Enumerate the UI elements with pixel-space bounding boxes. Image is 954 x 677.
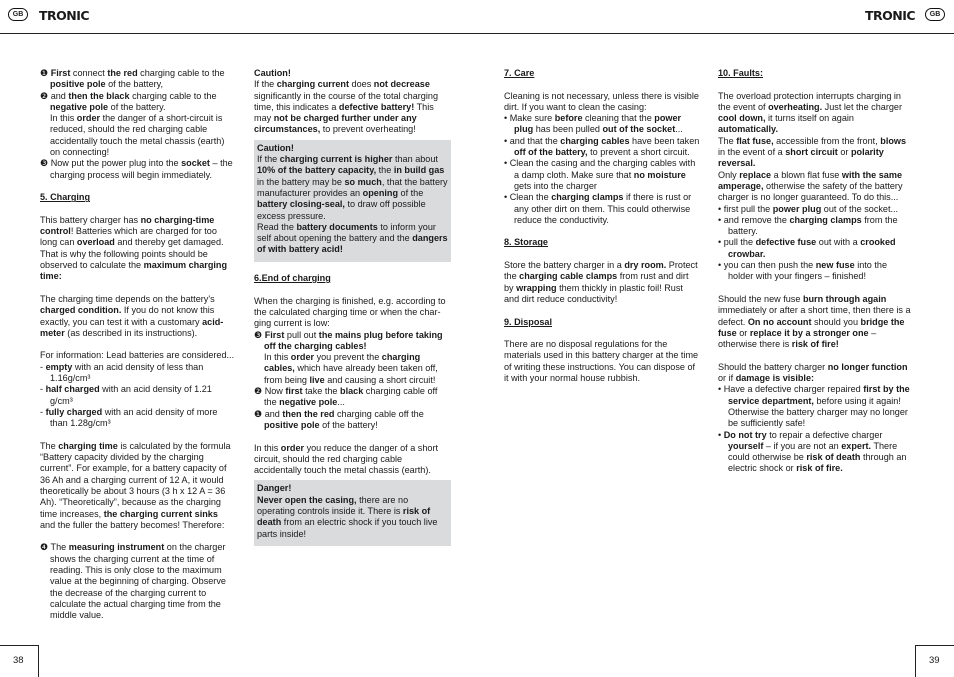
list-marker: • <box>718 260 722 271</box>
bold-text: acid-meter <box>40 316 224 338</box>
text-run: of the battery! <box>319 419 378 430</box>
text-run: a blown flat fuse <box>771 169 842 180</box>
text-run: otherwise the safety of the battery charger is no longer guaranteed. To do this... <box>718 180 903 203</box>
spacer <box>254 284 451 295</box>
section-heading: 6.End of charging <box>254 273 331 284</box>
list-marker: • <box>718 429 722 440</box>
header-rule <box>0 33 954 34</box>
bold-text: live <box>309 374 325 385</box>
spacer <box>40 339 235 350</box>
list-marker: • <box>504 135 508 146</box>
text-run: which have already been taken off, from being <box>264 363 438 385</box>
bold-text: so much <box>344 176 382 187</box>
bold-text: opening <box>362 187 399 198</box>
bold-text: power plug <box>772 203 822 214</box>
paragraph <box>504 339 700 384</box>
list-marker: - <box>40 384 44 395</box>
text-run: The overload protection interrupts charging in the event of <box>718 90 901 112</box>
text-run: have been taken <box>629 135 700 146</box>
text-column-2 <box>254 68 451 546</box>
text-run: Should the new fuse <box>718 293 803 304</box>
paragraph <box>257 222 448 256</box>
text-run: There are no disposal regulations for the materials used in this battery charger at the time of writing these instructions. You can dispose of it with your normal house rubbish. <box>504 339 699 384</box>
text-run: and causing a short circuit! <box>324 374 436 385</box>
text-run: Make sure <box>509 113 555 124</box>
brand-logo-left: TRONIC <box>39 8 90 23</box>
paragraph <box>254 68 451 79</box>
indented-paragraph <box>254 352 451 386</box>
paragraph <box>40 350 235 361</box>
bold-text: charging cable clamps <box>519 271 618 282</box>
text-run: from an electric shock if you touch live parts inside! <box>257 517 438 539</box>
bold-text: charging cables <box>560 135 630 146</box>
bold-text: risk of fire. <box>796 463 843 474</box>
bold-text: empty <box>45 361 73 372</box>
text-run: in the event of a <box>718 147 786 158</box>
spacer <box>718 350 914 361</box>
spacer <box>504 328 700 339</box>
list-marker: • <box>718 237 722 248</box>
bold-text: first <box>285 386 303 397</box>
bold-text: Caution! <box>254 68 291 78</box>
text-run: to draw off possible excess pressure. <box>257 199 426 221</box>
text-run: (as described in its instructions). <box>64 327 198 338</box>
bold-text: Do not try <box>723 429 767 440</box>
bold-text: flat fuse, <box>736 135 774 146</box>
bold-text: measuring instrument <box>68 542 165 553</box>
text-run: of the battery, <box>105 79 164 90</box>
bold-text: burn through again <box>802 293 887 304</box>
bold-text: positive pole <box>50 79 106 90</box>
text-run: and <box>50 90 69 101</box>
text-run: The <box>50 542 69 553</box>
text-run: Cleaning is not necessary, unless there is visible dirt. If you want to clean the casing: <box>504 90 699 112</box>
bold-text: charging cables, <box>264 352 421 374</box>
page-number-right: 39 <box>915 645 954 677</box>
text-run: take the <box>302 386 341 397</box>
text-run: them thickly in plastic foil! Rust and dirt reduce conductivity! <box>504 282 683 304</box>
text-run: connect <box>70 68 108 78</box>
text-run: – if you are not an <box>763 440 842 451</box>
list-marker: • <box>504 158 508 169</box>
text-run: Clean the <box>509 192 552 203</box>
list-item <box>504 136 700 159</box>
section-heading: 5. Charging <box>40 192 91 203</box>
text-run: – the charging process will begin immediately. <box>50 158 233 180</box>
text-run: In this <box>254 442 281 453</box>
language-badge-right: GB <box>925 8 945 21</box>
bold-text: order <box>76 113 101 124</box>
list-marker: ❶ <box>40 68 49 78</box>
text-run: charging cable to the <box>129 90 217 101</box>
text-run: Just let the charger <box>822 101 903 112</box>
text-column-4 <box>718 68 914 475</box>
paragraph <box>254 79 451 135</box>
text-run: pull out <box>284 329 319 340</box>
text-run: pull the <box>723 237 756 248</box>
bold-text: negative pole <box>279 397 338 408</box>
list-item <box>718 430 914 475</box>
spacer <box>254 262 451 273</box>
list-item <box>504 192 700 226</box>
indented-paragraph <box>40 113 235 158</box>
bold-text: maximum charging time: <box>40 260 228 282</box>
paragraph <box>40 215 235 283</box>
bold-text: negative pole <box>50 101 109 112</box>
bold-text: replace it by a stronger one <box>749 327 869 338</box>
spacer <box>504 226 700 237</box>
text-run: is calculated by the formula “Battery capacity divided by the charging current”. For example, for a battery capacity of 36 Ah and a charging current of 12 A, it would theoretically be about 3 hours (3 h x 12 A = 36 Ah). “Theoretically”, because as the charging time increases, <box>40 440 231 519</box>
section-heading: 9. Disposal <box>504 316 553 327</box>
bold-text: before <box>554 113 583 124</box>
text-run: you can then push the <box>723 260 816 271</box>
bold-text: black <box>340 386 364 397</box>
spacer <box>40 531 235 542</box>
text-run: or <box>837 147 851 158</box>
bold-text: cool down, <box>718 113 766 124</box>
paragraph <box>257 495 448 540</box>
bold-text: socket <box>181 158 210 169</box>
text-run: The <box>718 135 737 146</box>
bold-text: yourself <box>728 440 764 451</box>
paragraph <box>257 483 448 494</box>
list-marker: • <box>504 113 508 124</box>
text-run: if there is rust or any other dirt on them. This could otherwise reduce the conductivity. <box>514 192 692 225</box>
list-item <box>504 113 700 136</box>
bold-text: dangers of with battery acid! <box>257 233 448 255</box>
bold-text: off of the battery, <box>514 147 588 158</box>
text-run: When the charging is finished, e.g. according to the calculated charging time or when the char-ging current is low: <box>254 295 446 329</box>
bold-text: in build gas <box>393 165 445 176</box>
list-item <box>504 158 700 192</box>
text-run: ! Batteries which are charged for too long can <box>40 226 217 248</box>
bold-text: Caution! <box>257 142 294 153</box>
bold-text: order <box>290 352 315 363</box>
list-marker: ❷ <box>40 90 49 101</box>
bold-text: the charging current sinks <box>103 508 218 519</box>
text-run: Only <box>718 169 740 180</box>
text-run: , that the battery manufacturer provides an <box>257 176 448 198</box>
notice-box <box>254 480 451 545</box>
bold-text: not decrease <box>373 79 430 90</box>
bold-text: charging time <box>58 440 118 451</box>
bold-text: On no account <box>747 316 812 327</box>
section-heading: 8. Storage <box>504 237 548 248</box>
text-run: before using it again! Otherwise the battery charger may no longer be sufficiently safe! <box>728 395 908 429</box>
text-run: through an electric shock or <box>728 452 907 474</box>
text-run: should you <box>811 316 861 327</box>
text-run: it turns itself on again <box>765 113 854 124</box>
list-marker: ❸ <box>40 158 49 169</box>
section-heading: 7. Care <box>504 68 535 78</box>
bold-text: out of the socket <box>602 124 676 135</box>
spacer <box>718 283 914 294</box>
list-item <box>254 330 451 353</box>
list-marker: ❸ <box>254 329 263 340</box>
text-run: the <box>376 165 394 176</box>
spacer <box>40 181 235 192</box>
bold-text: with the same amperage, <box>718 169 903 191</box>
text-run: accessible from the front, <box>773 135 881 146</box>
paragraph <box>257 143 448 154</box>
list-marker: • <box>504 192 508 203</box>
text-run: with an acid density of more than 1.28g/cm³ <box>50 406 218 429</box>
list-item <box>40 407 235 430</box>
text-run: with an acid density of 1.21 g/cm³ <box>50 384 212 406</box>
list-marker: ❷ <box>254 386 263 397</box>
text-run: Store the battery charger in a <box>504 260 625 271</box>
paragraph <box>718 294 914 350</box>
spacer <box>40 204 235 215</box>
list-item <box>718 237 914 260</box>
spacer <box>40 283 235 294</box>
bold-text: power plug <box>514 113 682 135</box>
bold-text: defective battery! <box>338 101 415 112</box>
bold-text: the mains plug before taking off the charging cables! <box>264 329 443 351</box>
text-run: has been pulled <box>533 124 603 135</box>
text-run: there are no operating controls inside it. There is <box>257 494 409 516</box>
list-item <box>40 68 235 91</box>
text-column-1 <box>40 68 235 622</box>
text-run: charging cable off the <box>264 386 438 408</box>
text-run: – otherwise there is <box>718 327 877 350</box>
bold-text: 10% of the battery capacity, <box>257 165 377 176</box>
text-run: and that the <box>509 135 561 146</box>
text-run: If you do not know this exactly, you can test it with a customary <box>40 305 215 327</box>
bold-text: half charged <box>45 384 100 395</box>
bold-text: no charging-time control <box>40 214 215 237</box>
list-item <box>718 384 914 429</box>
text-run: Clean the casing and the charging cables with a damp cloth. Make sure that <box>509 158 696 180</box>
bold-text: risk of fire! <box>791 339 839 350</box>
paragraph <box>504 260 700 305</box>
list-marker: • <box>718 214 722 225</box>
list-item <box>40 91 235 114</box>
text-run: Now <box>264 386 286 397</box>
page-number-left: 38 <box>0 645 39 677</box>
bold-text: new fuse <box>815 260 855 271</box>
text-run: The charging time depends on the battery's <box>40 293 215 304</box>
text-run: on the charger shows the charging current at the time of reading. This is only close to the maximum value at the beginning of charging. Observe the decrease of the charging current to calculate the actual charging time from the middle value. <box>50 542 226 621</box>
bold-text: blows <box>880 135 907 146</box>
bold-text: charging current is higher <box>279 154 393 165</box>
text-run: of the <box>398 187 424 198</box>
list-marker: ❶ <box>254 408 263 419</box>
text-run: In this <box>50 113 77 124</box>
text-run: and the fuller the battery becomes! Therefore: <box>40 519 225 530</box>
text-run: This may <box>254 101 434 124</box>
text-run: charging cable off the <box>334 408 424 419</box>
bold-text: first by the service department, <box>728 384 910 406</box>
spacer <box>254 431 451 442</box>
text-run: first pull the <box>723 203 773 214</box>
text-run: Now put the power plug into the <box>50 158 182 169</box>
text-run: from the battery. <box>728 214 898 237</box>
list-marker: - <box>40 361 44 372</box>
paragraph <box>254 296 451 330</box>
bold-text: risk of death <box>806 452 861 463</box>
list-item <box>40 158 235 181</box>
list-item <box>40 362 235 385</box>
text-run: If the <box>257 154 280 165</box>
text-run: out of the socket... <box>821 203 899 214</box>
bold-text: battery closing-seal, <box>257 199 345 210</box>
bold-text: positive pole <box>264 419 320 430</box>
text-run: to repair a defective charger <box>766 429 883 440</box>
text-run: to prevent a short circuit. <box>587 147 690 158</box>
bold-text: crooked crowbar. <box>728 237 896 259</box>
text-run: to inform your self about opening the battery and the <box>257 221 436 244</box>
bold-text: replace <box>739 169 772 180</box>
bold-text: the red <box>107 68 138 78</box>
list-marker: • <box>718 384 722 395</box>
bold-text: overheating. <box>768 101 823 112</box>
bold-text: risk of death <box>257 505 431 528</box>
bold-text: no longer function <box>827 361 908 372</box>
bold-text: then the black <box>68 90 130 101</box>
bold-text: then the red <box>282 408 335 419</box>
section-heading: 10. Faults: <box>718 68 763 78</box>
text-run: you prevent the <box>314 352 382 363</box>
list-item <box>718 204 914 215</box>
list-marker: ❹ <box>40 542 49 553</box>
list-item <box>254 409 451 432</box>
paragraph <box>40 441 235 531</box>
text-run: If the <box>254 79 277 90</box>
list-item <box>40 542 235 621</box>
text-run: than about <box>392 154 438 165</box>
bold-text: damage is visible: <box>735 373 815 384</box>
list-marker: • <box>718 203 722 214</box>
spacer <box>504 79 700 90</box>
paragraph <box>718 91 914 136</box>
text-run: or <box>736 327 750 338</box>
text-run: of the battery. <box>108 101 166 112</box>
text-run: cleaning that the <box>582 113 655 124</box>
paragraph <box>504 91 700 114</box>
bold-text: overload <box>76 237 115 248</box>
text-run: and remove the <box>723 214 790 225</box>
text-column-3 <box>504 68 700 384</box>
paragraph <box>257 154 448 222</box>
text-run: from rust and dirt by <box>504 271 689 293</box>
text-run: out with a <box>816 237 861 248</box>
paragraph <box>40 294 235 339</box>
text-run: charging cable to the <box>137 68 225 78</box>
list-item <box>718 260 914 283</box>
language-badge-left: GB <box>8 8 28 21</box>
text-run: This battery charger has <box>40 214 141 225</box>
list-marker: - <box>40 406 44 417</box>
text-run: with an acid density of less than 1.16g/cm³ <box>50 361 204 384</box>
bold-text: wrapping <box>516 282 557 293</box>
bold-text: short circuit <box>785 147 838 158</box>
bold-text: charging clamps <box>551 192 624 203</box>
list-item <box>718 215 914 238</box>
list-item <box>40 384 235 407</box>
text-run: and thereby get damaged. That is why the following points should be observed to calculate the <box>40 237 224 271</box>
text-run: you reduce the danger of a short circuit, should the red charging cable accidentally touch the metal chassis (earth). <box>254 442 439 476</box>
text-run: immediately or after a short time, then there is a defect. <box>718 305 911 327</box>
bold-text: automatically. <box>718 124 778 135</box>
notice-box <box>254 140 451 262</box>
bold-text: dry room. <box>624 260 667 271</box>
bold-text: no moisture <box>633 169 686 180</box>
list-item <box>254 386 451 409</box>
text-run: There could otherwise be <box>728 440 898 463</box>
text-run: and <box>264 408 283 419</box>
text-run: Have a defective charger repaired <box>723 384 864 395</box>
text-run: does <box>349 79 374 90</box>
text-run: significantly in the course of the total charging time, this indicates a <box>254 90 439 112</box>
spacer <box>504 249 700 260</box>
bold-text: charging clamps <box>789 214 862 225</box>
text-run: For information: Lead batteries are considered... <box>40 350 235 361</box>
bold-text: charged condition. <box>40 305 122 316</box>
bold-text: charging current <box>276 79 350 90</box>
spacer <box>718 79 914 90</box>
spacer <box>40 430 235 441</box>
text-run: Protect the <box>504 260 698 282</box>
paragraph <box>254 443 451 477</box>
text-run: The <box>40 440 59 451</box>
paragraph <box>718 136 914 170</box>
bold-text: polarity reversal. <box>718 147 884 169</box>
bold-text: First <box>50 68 71 78</box>
text-run: into the holder with your fingers – finished! <box>728 260 888 282</box>
text-run: ... <box>337 397 345 408</box>
bold-text: expert. <box>841 440 872 451</box>
bold-text: First <box>264 329 285 340</box>
bold-text: defective fuse <box>755 237 817 248</box>
bold-text: Never open the casing, <box>257 494 357 505</box>
text-run: to prevent overheating! <box>320 124 416 135</box>
text-run: In this <box>264 352 291 363</box>
spacer <box>504 305 700 316</box>
bold-text: fully charged <box>45 406 103 417</box>
bold-text: not be charged further under any circumstances, <box>254 113 417 135</box>
text-run: gets into the charger <box>514 180 597 191</box>
bold-text: bridge the fuse <box>718 316 905 338</box>
text-run: the danger of a short-circuit is reduced, should the red charging cable accidentally touch the metal chassis (earth) on connecting! <box>50 113 225 158</box>
bold-text: Danger! <box>257 483 292 494</box>
bold-text: order <box>280 442 305 453</box>
bold-text: battery documents <box>296 221 378 232</box>
text-run: or if <box>718 373 736 384</box>
brand-logo-right: TRONIC <box>865 8 916 23</box>
paragraph <box>718 170 914 204</box>
text-run: Should the battery charger <box>718 361 828 372</box>
text-run: in the battery may be <box>257 176 345 187</box>
text-run: ... <box>675 124 683 135</box>
text-run: Read the <box>257 221 297 232</box>
paragraph <box>718 362 914 385</box>
